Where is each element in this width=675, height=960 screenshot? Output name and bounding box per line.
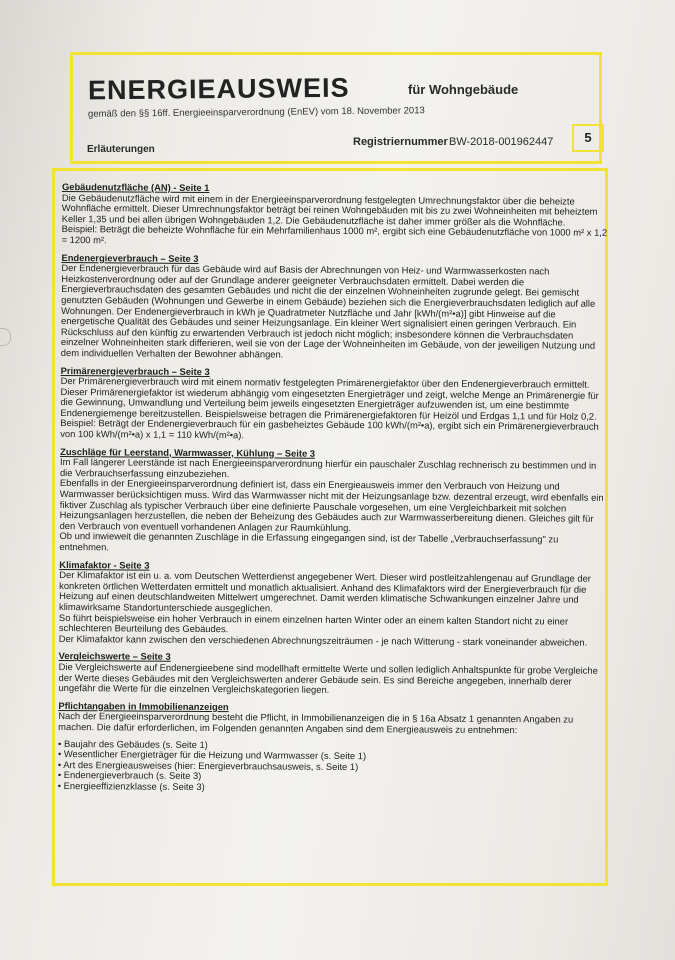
list-item: • Energieeffizienzklasse (s. Seite 3)	[58, 781, 606, 795]
required-info-list	[58, 738, 606, 795]
section-paragraph: Der Klimafaktor kann zwischen den verschiedenen Abrechnungszeiträumen - je nach Witterung - stark voneinander abweichen.	[58, 632, 588, 648]
section-paragraph: Im Fall längerer Leerstände ist nach Energieeinsparverordnung hierfür ein pauschaler Zuschlag rechnerisch zu bestimmen und in die Verbrauchserfassung einzubeziehen.	[59, 456, 597, 480]
section-pflichtangaben	[58, 701, 607, 796]
section-title: Gebäudenutzfläche (AN) - Seite 1	[61, 181, 210, 194]
section-paragraph: Beispiel: Beträgt der Endenergieverbrauch für ein gasbeheiztes Gebäude 100 kWh/(m²•a), ergibt sich ein Primärenergieverbrauch von 100 kWh/(m²•a) x 1,1 = 110 kWh/(m²•a).	[60, 417, 599, 441]
section-paragraph: So führt beispielsweise ein hoher Verbrauch in einem einzelnen harten Winter oder an einem kalten Standort nicht zu einer schlechteren Beurteilung des Gebäudes.	[58, 611, 569, 635]
section-title: Pflichtangaben in Immobilienanzeigen	[58, 699, 229, 712]
section-paragraph: Die Gebäudenutzfläche wird mit einem in der Energieeinsparverordnung festgelegten Umrechnungsfaktor über die beheizte Wohnfläche ermittelt. Dieser Umrechnungsfaktor beträgt bei reinen Wohngebäuden mit bis zu zwei Wohneinheiten mit beheiztem Keller 1,35 und bei allen übrigen Wohngebäuden 1,2. Die Gebäudenutzfläche ist daher immer größer als die Wohnfläche.	[61, 191, 598, 228]
page-number: 5	[572, 124, 604, 152]
list-item: • Endenergieverbrauch (s. Seite 3)	[58, 770, 606, 784]
section-zuschlaege	[59, 447, 608, 557]
document-subtitle: für Wohngebäude	[408, 82, 519, 97]
section-paragraph: Die Vergleichswerte auf Endenergieebene sind modellhaft ermittelte Werte und sollen lediglich Anhaltspunkte für grobe Vergleiche der Werte dieses Gebäudes mit den Vergleichswerten anderer Gebäude sein. Es sind Bereiche angegeben, innerhalb derer ungefähr die Werte für die einzelnen Vergleichskategorien liegen.	[58, 660, 598, 696]
section-title: Endenergieverbrauch – Seite 3	[61, 251, 199, 264]
list-item: • Art des Energieausweises (hier: Energieverbrauchsausweis, s. Seite 1)	[58, 760, 606, 774]
section-vergleichswerte	[58, 651, 606, 697]
section-primaerenergieverbrauch	[60, 365, 609, 443]
section-paragraph: Ob und inwieweit die genannten Zuschläge in die Erfassung eingegangen sind, ist der Tabelle „Verbrauchserfassung" zu entnehmen.	[59, 530, 559, 553]
list-item: • Baujahr des Gebäudes (s. Seite 1)	[58, 738, 606, 752]
registration-label: Registriernummer	[353, 136, 448, 148]
section-paragraph: Der Endenergieverbrauch für das Gebäude wird auf Basis der Abrechnungen von Heiz- und Warmwasserkosten nach Heizkostenverordnung oder auf der Grundlage anderer geeigneter Verbrauchsdaten ermittelt. Dabei werden die Energieverbrauchsdaten des gesamten Gebäudes und nicht die der einzelnen Wohneinheiten zugrunde gelegt. Bei gemischt genutzten Gebäuden (Wohnungen und Gewerbe in einem Gebäude) beziehen sich die Energieverbrauchsdaten lediglich auf alle Wohnungen. Der Endenergieverbrauch in kWh je Quadratmeter Nutzfläche und Jahr [kWh/(m²•a)] gibt Hinweise auf die energetische Qualität des Gebäudes und seiner Heizungsanlage. Ein kleiner Wert signalisiert einen geringen Verbrauch. Ein Rückschluss auf den künftig zu erwartenden Verbrauch ist jedoch nicht möglich; insbesondere können die Verbrauchsdaten einzelner Wohneinheiten stark differieren, weil sie von der Lage der Wohneinheiten im Gebäude, von der jeweiligen Nutzung und dem individuellen Verhalten der Bewohner abhängen.	[60, 262, 596, 360]
explanations-content	[58, 182, 610, 802]
section-title: Primärenergieverbrauch – Seite 3	[60, 364, 210, 377]
document-title: ENERGIEAUSWEIS	[87, 72, 350, 106]
section-paragraph: Der Klimafaktor ist ein u. a. vom Deutschen Wetterdienst angegebener Wert. Dieser wird postleitzahlengenau auf Grundlage der konkreten örtlichen Wetterdaten ermittelt und monatlich aktualisiert. Anhand des Klimafaktors wird der Energieverbrauch für die Heizung auf einen deutschlandweiten Mittelwert umgerechnet. Damit werden klimatische Schwankungen einzelner Jahre und klimawirksame Standortunterschiede ausgeglichen.	[58, 569, 592, 614]
section-title: Zuschläge für Leerstand, Warmwasser, Kühlung – Seite 3	[60, 445, 316, 459]
registration-number: BW-2018-001962447	[449, 136, 554, 148]
section-title: Klimafaktor - Seite 3	[59, 558, 150, 571]
regulation-line: gemäß den §§ 16ff. Energieeinsparverordnung (EnEV) vom 18. November 2013	[87, 105, 425, 120]
section-klimafaktor	[59, 560, 608, 649]
section-paragraph: Beispiel: Beträgt die beheizte Wohnfläche für ein Mehrfamilienhaus 1000 m², ergibt sich eine Gebäudenutzfläche von 1000 m² x 1,2 = 1200 m².	[61, 223, 608, 246]
section-endenergieverbrauch	[61, 253, 610, 363]
list-item: • Wesentlicher Energieträger für die Heizung und Warmwasser (s. Seite 1)	[58, 749, 606, 763]
section-paragraph: Ebenfalls in der Energieeinsparverordnung definiert ist, dass ein Energieausweis immer den Verbrauch von Heizung und Warmwasser berücksichtigen muss. Wird das Warmwasser nicht mit der Heizungsanlage bzw. dezentral erzeugt, wird ebenfalls ein fiktiver Zuschlag als typischer Verbrauch über eine definierte Pauschale vorgesehen, um eine Vergleichbarkeit mit solchen Heizungsanlagen herzustellen, die neben der Beheizung des Gebäudes auch zur Warmwasserbereitung dienen. Gleiches gilt für den Verbrauch von eventuell vorhandenen Anlagen zur Raumkühlung.	[59, 477, 604, 533]
section-paragraph: Der Primärenergieverbrauch wird mit einem normativ festgelegten Primärenergiefaktor über den Endenergieverbrauch ermittelt. Dieser Primärenergiefaktor ist wiederum abhängig vom eingesetzten Energieträger und zeigt, welche Menge an Primärenergie für die Gewinnung, Umwandlung und Verteilung beim jeweils eingesetzten Energieträger aufzuwenden ist, um eine bestimmte Endenergiemenge bereitzustellen. Beispielsweise betragen die Primärenergiefaktoren für Heizöl und Erdgas 1,1 und für Holz 0,2.	[60, 375, 599, 422]
section-label: Erläuterungen	[87, 144, 155, 155]
section-paragraph: Nach der Energieeinsparverordnung besteht die Pflicht, in Immobilienanzeigen die in § 16a Absatz 1 genannten Angaben zu machen. Die dafür erforderlichen, im Folgenden genannten Angaben sind dem Energieausweis zu entnehmen:	[58, 710, 574, 736]
section-title: Vergleichswerte – Seite 3	[58, 650, 171, 663]
section-gebaeudenutzflaeche	[62, 182, 610, 249]
